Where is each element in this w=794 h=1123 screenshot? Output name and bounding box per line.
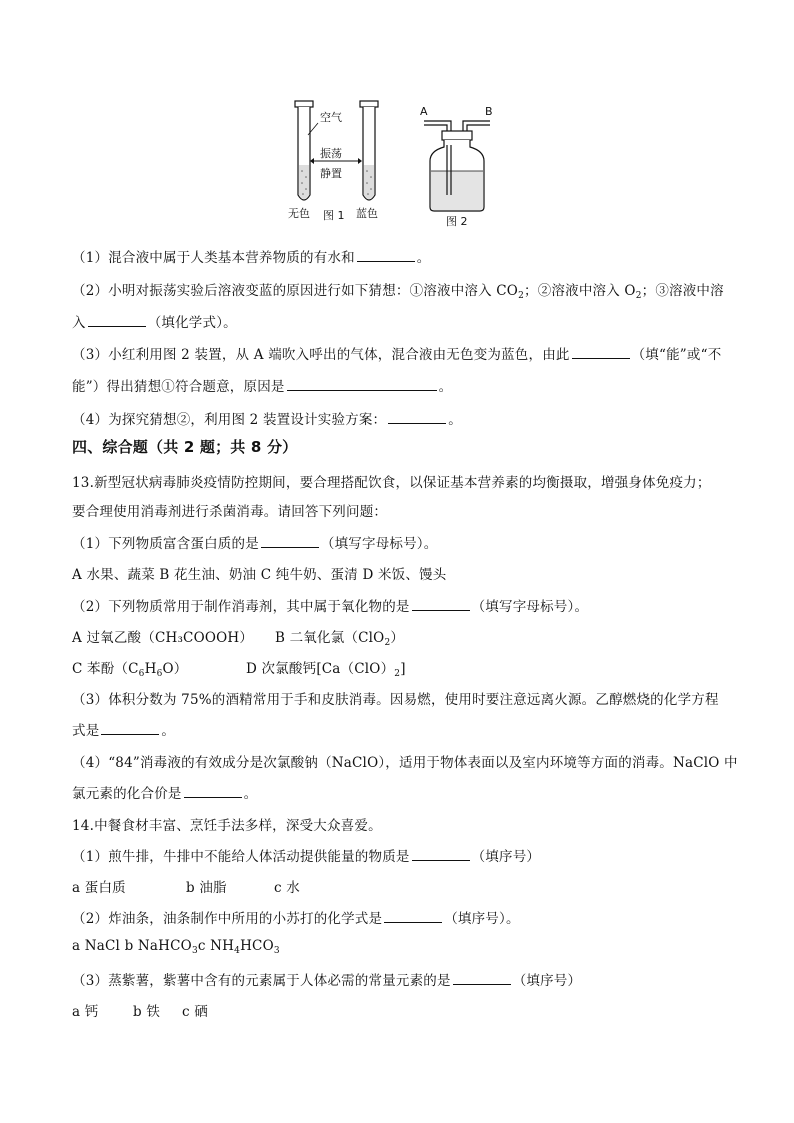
q14-part1: （1）煎牛排，牛排中不能给人体活动提供能量的物质是 （填序号） [72,849,541,865]
fig1-right-label: 蓝色 [356,207,378,220]
q13-intro-line1: 13.新型冠状病毒肺炎疫情防控期间，要合理搭配饮食，以保证基本营养素的均衡摄取，增强身体免疫力； [72,475,711,491]
option-c: C 苯酚$(C_6H_6O)$ [72,661,188,679]
option-b: b 油脂 [186,880,227,896]
q13-part4-line2: 氯元素的化合价是 。 [72,786,258,802]
option-c: c 硒 [182,1004,208,1020]
option-a: a 钙 [72,1004,99,1020]
q13-part2-options-cd [72,657,406,679]
q13-part4: （4）“84”消毒液的有效成分是次氯酸钠（NaClO），适用于物体表面以及室内环境等方面的消毒。NaClO 中 [72,755,738,771]
answer-blank[interactable] [453,972,511,985]
q12-part2-line2: 入 （填化学式）。 [72,315,237,331]
option-b: b 铁 [133,1004,161,1020]
fig1-caption: 图 1 [323,209,345,222]
q14-part2: （2）炸油条，油条制作中所用的小苏打的化学式是 （填序号）。 [72,911,520,927]
q12-part4: （4）为探究猜想②，利用图 2 装置设计实验方案： 。 [72,412,462,428]
q14-intro: 14.中餐食材丰富、烹饪手法多样，深受大众喜爱。 [72,818,382,834]
fig1-stand-label: 静置 [320,167,342,180]
q13-part3-line2: 式是 。 [72,723,176,739]
q12-part2: （2）小明对振荡实验后溶液变蓝的原因进行如下猜想：①溶液中溶入 $CO_2$；②溶液中溶入 $O_2$；③溶液中溶 [72,283,724,301]
figure-2-gas-bottle [420,105,493,228]
option-b: b NaHCO$_3$ [124,938,198,956]
fig2-label-a: A [420,105,428,118]
option-a: A 过氧乙酸（CH₃COOOH） [72,630,254,646]
option-c: c $NH_4HCO_3$ [197,938,280,956]
option-c: c 水 [274,880,300,896]
q14-part2-options [72,938,280,954]
option-b: B 二氧化氯（ClO$_2$） [275,630,405,648]
answer-blank[interactable] [388,411,446,424]
answer-blank[interactable] [287,378,437,391]
fig2-caption: 图 2 [446,215,468,228]
answer-blank[interactable] [572,346,630,359]
fig2-label-b: B [485,105,493,118]
answer-blank[interactable] [101,722,159,735]
q13-part2: （2）下列物质常用于制作消毒剂，其中属于氧化物的是 （填写字母标号）。 [72,599,589,615]
answer-blank[interactable] [184,785,242,798]
answer-blank[interactable] [261,535,319,548]
q12-part3-line2: 能”）得出猜想①符合题意，原因是 。 [72,379,453,395]
option-a: a 蛋白质 [72,880,126,896]
q12-part1: （1）混合液中属于人类基本营养物质的有水和 。 [72,250,431,266]
q13-part1-options: A 水果、蔬菜 B 花生油、奶油 C 纯牛奶、蛋清 D 米饭、馒头 [72,567,447,583]
option-d: D 次氯酸钙$[Ca(ClO)_2]$ [246,661,406,679]
q14-part3-options [72,1000,208,1020]
q12-part3: （3）小红利用图 2 装置，从 A 端吹入呼出的气体，混合液由无色变为蓝色，由此 （填“能”或“不 [72,347,722,363]
q13-part2-options-ab [72,626,405,648]
option-a: a NaCl [72,938,121,954]
q14-part1-options [72,876,300,896]
answer-blank[interactable] [357,249,415,262]
q13-part3: （3）体积分数为 75%的酒精常用于手和皮肤消毒。因易燃，使用时要注意远离火源。乙醇燃烧的化学方程 [72,692,719,708]
figure-1-test-tubes [288,101,378,222]
answer-blank[interactable] [412,848,470,861]
answer-blank[interactable] [88,314,146,327]
q13-intro-line2: 要合理使用消毒剂进行杀菌消毒。请回答下列问题： [72,504,388,520]
fig1-air-label: 空气 [320,111,342,124]
answer-blank[interactable] [412,598,470,611]
fig1-shake-label: 振荡 [320,147,342,160]
section-heading: 四、综合题（共 2 题；共 8 分） [72,438,298,456]
experiment-figure [280,95,500,230]
q14-part3: （3）蒸紫薯，紫薯中含有的元素属于人体必需的常量元素的是 （填序号） [72,973,582,989]
answer-blank[interactable] [384,910,442,923]
q13-part1: （1）下列物质富含蛋白质的是 （填写字母标号）。 [72,536,438,552]
fig1-left-label: 无色 [288,207,310,220]
